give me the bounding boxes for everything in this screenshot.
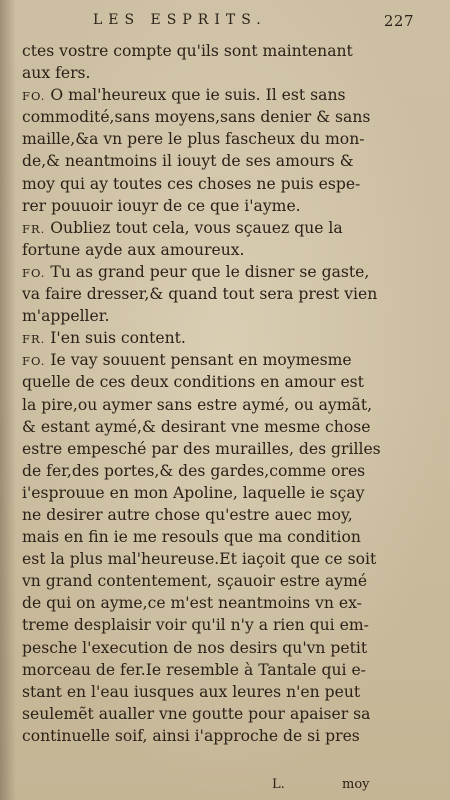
line-text: de qui on ayme,ce m'est neantmoins vn ex- (22, 594, 362, 613)
line-text: continuelle soif, ainsi i'approche de si pres (22, 726, 360, 745)
speaker-label: FO. (22, 265, 46, 280)
text-line (22, 84, 430, 106)
text-line (22, 681, 430, 703)
catchword: moy (342, 777, 370, 792)
text-line (22, 305, 430, 327)
page-header (58, 12, 422, 36)
page-body-text (22, 40, 430, 747)
text-line (22, 40, 430, 62)
running-head: LES ESPRITS. (93, 12, 267, 28)
text-line (22, 150, 430, 172)
line-text: & estant aymé,& desirant vne mesme chose (22, 417, 371, 436)
line-text: morceau de fer.Ie resemble à Tantale qui e- (22, 660, 366, 679)
line-text: va faire dresser,& quand tout sera prest vien (22, 285, 378, 304)
text-line (22, 703, 430, 725)
line-text: mais en fin ie me resouls que ma condition (22, 528, 361, 547)
text-line (22, 637, 430, 659)
line-text: Oubliez tout cela, vous sçauez que la (50, 218, 343, 237)
page-footer (22, 776, 430, 794)
line-text: ctes vostre compte qu'ils sont maintenant (22, 42, 353, 60)
line-text: est la plus mal'heureuse.Et iaçoit que ce soit (22, 550, 377, 569)
text-line (22, 195, 430, 217)
line-text: i'esprouue en mon Apoline, laquelle ie sçay (22, 483, 365, 502)
text-line (22, 416, 430, 438)
speaker-label: FO. (22, 354, 46, 369)
text-line (22, 592, 430, 614)
text-line (22, 482, 430, 504)
line-text: estre empesché par des murailles, des grilles (22, 439, 381, 458)
text-line (22, 283, 430, 305)
signature-mark: L. (272, 777, 285, 792)
text-line (22, 570, 430, 592)
text-line (22, 261, 430, 283)
line-text: seulemẽt aualler vne goutte pour apaiser sa (22, 704, 371, 723)
line-text: moy qui ay toutes ces choses ne puis espe- (22, 174, 361, 193)
line-text: O mal'heureux que ie suis. Il est sans (50, 86, 346, 105)
text-line (22, 659, 430, 681)
line-text: m'appeller. (22, 307, 110, 326)
text-line (22, 504, 430, 526)
line-text: pesche l'execution de nos desirs qu'vn petit (22, 638, 368, 657)
line-text: commodité,sans moyens,sans denier & sans (22, 108, 371, 127)
line-text: aux fers. (22, 64, 91, 83)
text-line (22, 106, 430, 128)
line-text: I'en suis content. (50, 329, 186, 348)
line-text: de fer,des portes,& des gardes,comme ores (22, 461, 366, 480)
text-line (22, 725, 430, 747)
line-text: maille,&a vn pere le plus fascheux du mon- (22, 130, 365, 149)
page-number: 227 (383, 12, 414, 30)
line-text: Tu as grand peur que le disner se gaste, (50, 262, 370, 281)
line-text: vn grand contentement, sçauoir estre aymé (22, 572, 368, 591)
line-text: rer pouuoir iouyr de ce que i'ayme. (22, 196, 301, 215)
text-line (22, 217, 430, 239)
text-line (22, 62, 430, 84)
line-text: ne desirer autre chose qu'estre auec moy, (22, 505, 353, 524)
text-line (22, 614, 430, 636)
text-line (22, 239, 430, 261)
text-line (22, 128, 430, 150)
line-text: de,& neantmoins il iouyt de ses amours & (22, 152, 354, 171)
line-text: treme desplaisir voir qu'il n'y a rien qui em- (22, 616, 369, 635)
text-line (22, 548, 430, 570)
text-line (22, 460, 430, 482)
line-text: fortune ayde aux amoureux. (22, 240, 245, 259)
text-line (22, 438, 430, 460)
page-gutter-shadow (0, 0, 16, 800)
speaker-label: FO. (22, 89, 46, 104)
text-line (22, 173, 430, 195)
text-line (22, 349, 430, 371)
line-text: Ie vay souuent pensant en moymesme (50, 351, 352, 370)
speaker-label: FR. (22, 221, 46, 236)
text-line (22, 371, 430, 393)
line-text: stant en l'eau iusques aux leures n'en peut (22, 682, 361, 701)
line-text: quelle de ces deux conditions en amour est (22, 373, 364, 392)
text-line (22, 327, 430, 349)
text-line (22, 526, 430, 548)
text-line (22, 394, 430, 416)
line-text: la pire,ou aymer sans estre aymé, ou aymãt, (22, 395, 373, 414)
speaker-label: FR. (22, 332, 46, 347)
